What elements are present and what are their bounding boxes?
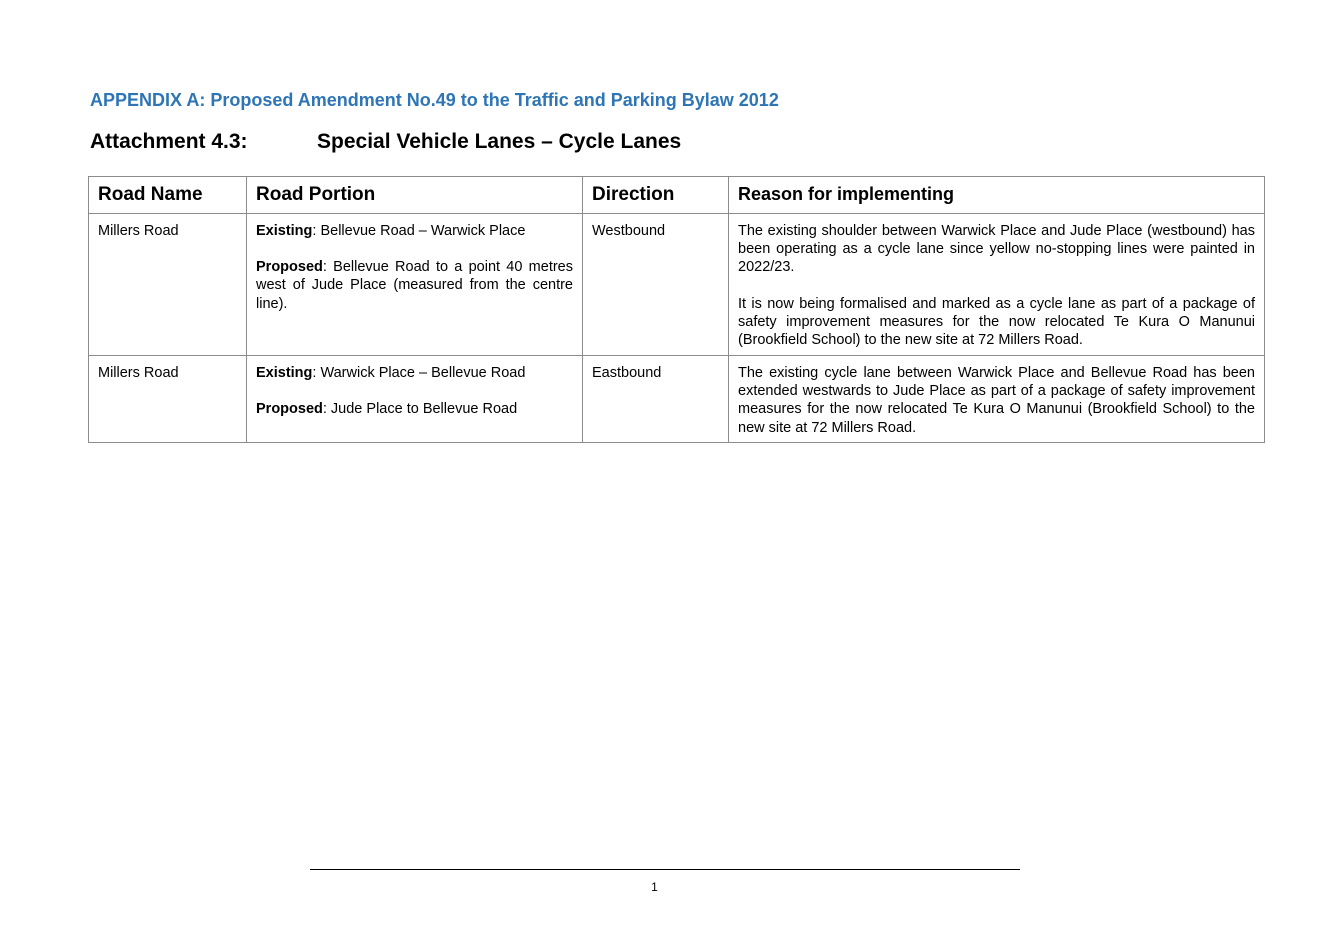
existing-portion: [256, 222, 573, 240]
reason-paragraph: It is now being formalised and marked as a cycle lane as part of a package of safety improvement measures for the now relocated Te Kura O Manunui (Brookfield School) to the new site at 72 Millers Road.: [738, 295, 1255, 349]
header-road-portion: Road Portion: [247, 177, 583, 214]
proposed-text: : Jude Place to Bellevue Road: [322, 401, 518, 418]
reason-paragraph: The existing cycle lane between Warwick Place and Bellevue Road has been extended westwards to Jude Place as part of a package of safety improvement measures for the now relocated Te Kura O Manunui (Brookfield School) to the new site at 72 Millers Road.: [738, 365, 1255, 436]
page-number: 1: [651, 880, 658, 894]
table-row: [89, 214, 1265, 356]
road-portion-cell: [247, 356, 583, 443]
reason-cell: [729, 214, 1265, 356]
existing-text: : Warwick Place – Bellevue Road: [312, 365, 526, 381]
proposed-label: Proposed: [256, 401, 323, 418]
direction-cell: Westbound: [583, 214, 729, 356]
road-name-cell: Millers Road: [89, 214, 247, 356]
proposed-portion: [256, 258, 573, 313]
cycle-lanes-table: [88, 176, 1265, 443]
road-portion-cell: [247, 214, 583, 356]
existing-label: Existing: [256, 223, 313, 239]
road-name-cell: Millers Road: [89, 356, 247, 443]
appendix-title: APPENDIX A: Proposed Amendment No.49 to the Traffic and Parking Bylaw 2012: [90, 90, 779, 110]
proposed-portion: [256, 400, 573, 418]
header-direction: Direction: [583, 177, 729, 214]
table-row: [89, 356, 1265, 443]
attachment-title: Special Vehicle Lanes – Cycle Lanes: [317, 130, 682, 153]
header-reason: Reason for implementing: [729, 177, 1265, 214]
reason-paragraph: The existing shoulder between Warwick Place and Jude Place (westbound) has been operating as a cycle lane since yellow no-stopping lines were painted in 2022/23.: [738, 223, 1255, 276]
attachment-number: Attachment 4.3:: [90, 130, 248, 153]
direction-cell: Eastbound: [583, 356, 729, 443]
attachment-heading: [90, 130, 681, 154]
reason-cell: [729, 356, 1265, 443]
table-header-row: [89, 177, 1265, 214]
existing-text: : Bellevue Road – Warwick Place: [312, 223, 526, 239]
proposed-label: Proposed: [256, 259, 323, 276]
header-road-name: Road Name: [89, 177, 247, 214]
existing-label: Existing: [256, 365, 313, 381]
footer-divider: [310, 869, 1020, 870]
proposed-text: : Bellevue Road to a point 40 metres west of Jude Place (measured from the centre line).: [256, 259, 573, 312]
existing-portion: [256, 364, 573, 382]
